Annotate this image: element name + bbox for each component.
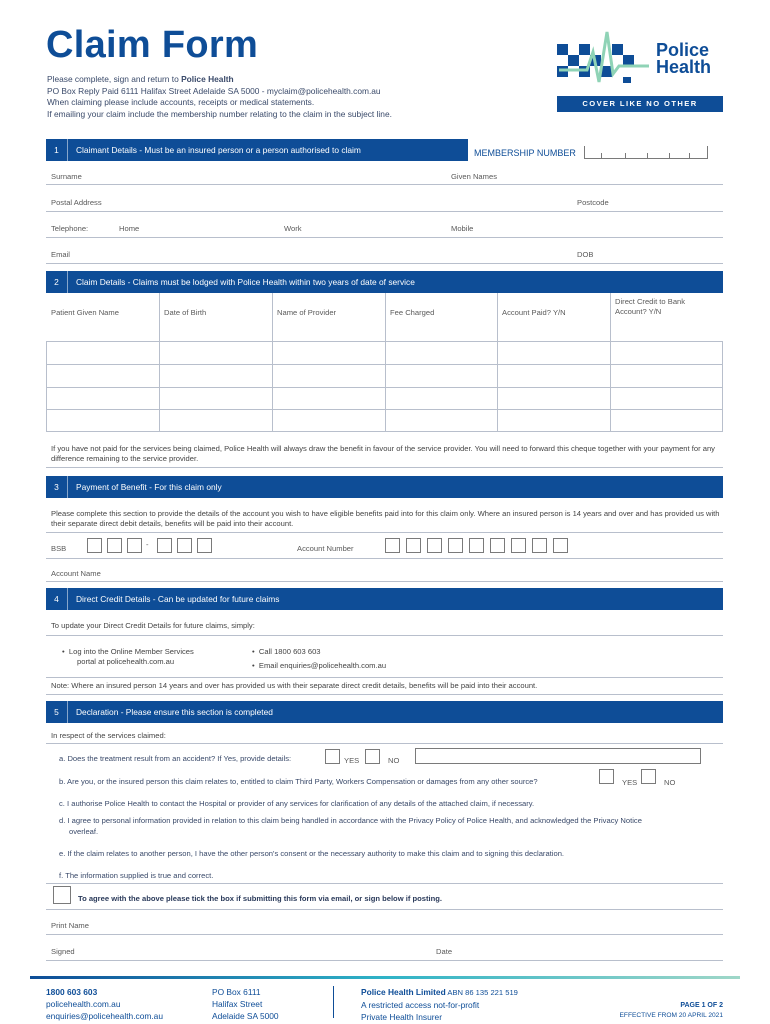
home-label: Home: [119, 224, 140, 233]
account-digit-box[interactable]: [448, 538, 463, 553]
account-digit-box[interactable]: [511, 538, 526, 553]
divider: [46, 909, 723, 910]
page-number: PAGE 1 OF 2: [680, 1002, 723, 1009]
membership-number-field[interactable]: [584, 146, 708, 159]
intro-line1-bold: Police Health: [181, 74, 234, 84]
signature-line[interactable]: [46, 960, 723, 961]
accident-no-checkbox[interactable]: [365, 749, 380, 764]
section3-number: 3: [46, 476, 68, 498]
effective-date: EFFECTIVE FROM 20 APRIL 2021: [619, 1012, 723, 1019]
divider: [46, 677, 723, 678]
table-col-divider: [722, 341, 723, 431]
account-digit-box[interactable]: [553, 538, 568, 553]
surname-label: Surname: [51, 172, 82, 181]
table-col-divider: [385, 293, 386, 431]
bullet3-text: Email enquiries@policehealth.com.au: [258, 661, 387, 670]
section2-note: If you have not paid for the services being claimed, Police Health will always draw the benefit in favour of the service provider. You will need to forward this cheque together with your payment for any difference remaining to the service provider.: [51, 444, 715, 464]
section2-number: 2: [46, 271, 68, 293]
section4-number: 4: [46, 588, 68, 610]
section1-number: 1: [46, 139, 68, 161]
table-col-divider: [497, 293, 498, 431]
divider: [46, 743, 723, 744]
account-digit-box[interactable]: [385, 538, 400, 553]
claim-table: [46, 293, 723, 431]
account-name-label: Account Name: [51, 569, 101, 578]
footer-web[interactable]: policehealth.com.au: [46, 999, 121, 1009]
section3-text: Please complete this section to provide the details of the account you wish to have eligible benefits paid into for this claim only. Where an insured person is 14 years and over and has provided us with their separate direct debit details, benefits will be paid into their account.: [51, 509, 720, 529]
bullet1-line1: Log into the Online Member Services: [68, 647, 194, 656]
section4-intro: To update your Direct Credit Details for future claims, simply:: [51, 621, 255, 630]
print-name-label: Print Name: [51, 921, 89, 930]
bsb-digit-box[interactable]: [107, 538, 122, 553]
col-direct-credit: Direct Credit to Bank Account? Y/N: [615, 297, 686, 316]
account-number-label: Account Number: [297, 544, 354, 553]
third-party-yes-label: YES: [622, 778, 638, 787]
section2-title: Claim Details - Claims must be lodged with Police Health within two years of date of service: [76, 277, 415, 287]
bsb-digit-box[interactable]: [127, 538, 142, 553]
bullet-online-services: • Log into the Online Member Services portal at policehealth.com.au: [62, 647, 194, 667]
divider: [46, 467, 723, 468]
intro-line4: If emailing your claim include the membership number relating to the claim in the subject line.: [47, 108, 392, 119]
bsb-digit-box[interactable]: [197, 538, 212, 553]
account-digit-box[interactable]: [469, 538, 484, 553]
accident-yes-label: YES: [344, 756, 360, 765]
col-name-of-provider: Name of Provider: [277, 308, 337, 317]
membership-label: MEMBERSHIP NUMBER: [474, 148, 576, 158]
accident-details-input[interactable]: [415, 748, 701, 764]
bullet2-text: Call 1800 603 603: [258, 647, 321, 656]
telephone-line[interactable]: [46, 237, 723, 238]
bullet1-line2: portal at policehealth.com.au: [77, 657, 175, 667]
footer-gradient-bar: [30, 976, 740, 979]
section4-header: [46, 588, 723, 610]
email-label: Email: [51, 250, 70, 259]
section5-intro: In respect of the services claimed:: [51, 731, 166, 740]
bsb-label: BSB: [51, 544, 67, 553]
section3-title: Payment of Benefit - For this claim only: [76, 482, 222, 492]
tagline: COVER LIKE NO OTHER: [557, 96, 723, 112]
bsb-dash: -: [146, 540, 149, 549]
bsb-digit-box[interactable]: [157, 538, 172, 553]
table-row-divider: [46, 431, 723, 432]
agree-text: To agree with the above please tick the box if submitting this form via email, or sign below if posting.: [78, 894, 442, 903]
footer-co2: A restricted access not-for-profit: [361, 1000, 480, 1010]
work-label: Work: [284, 224, 302, 233]
intro-line1: Please complete, sign and return to: [47, 74, 182, 84]
divider: [46, 694, 723, 695]
col-patient-given-name: Patient Given Name: [51, 308, 119, 317]
account-digit-box[interactable]: [490, 538, 505, 553]
account-digit-box[interactable]: [406, 538, 421, 553]
decl-f: f. The information supplied is true and correct.: [59, 871, 214, 880]
footer-contact: [46, 986, 163, 1022]
section1-header: [46, 139, 468, 161]
footer-company-name: Police Health Limited: [361, 987, 446, 997]
accident-no-label: NO: [388, 756, 400, 765]
accident-yes-checkbox[interactable]: [325, 749, 340, 764]
mobile-label: Mobile: [451, 224, 474, 233]
footer-co3: Private Health Insurer: [361, 1012, 442, 1022]
divider: [46, 883, 723, 884]
account-name-line[interactable]: [46, 581, 723, 582]
table-col-divider: [159, 293, 160, 431]
telephone-label: Telephone:: [51, 224, 89, 233]
col-date-of-birth: Date of Birth: [164, 308, 207, 317]
agree-checkbox[interactable]: [53, 886, 71, 904]
third-party-no-label: NO: [664, 778, 676, 787]
footer-po3: Adelaide SA 5000: [212, 1011, 279, 1021]
table-col-divider: [610, 293, 611, 431]
bullet-email: • Email enquiries@policehealth.com.au: [252, 661, 387, 670]
given-names-label: Given Names: [451, 172, 498, 181]
decl-c: c. I authorise Police Health to contact the Hospital or provider of any services for clarification of any details of the attached claim, if necessary.: [59, 799, 535, 808]
footer-divider: [333, 986, 334, 1018]
col-fee-charged: Fee Charged: [390, 308, 435, 317]
table-col-divider: [46, 341, 47, 431]
footer-abn: ABN 86 135 221 519: [445, 988, 518, 997]
bsb-digit-box[interactable]: [177, 538, 192, 553]
date-label: Date: [436, 947, 453, 956]
section5-title: Declaration - Please ensure this section is completed: [76, 707, 273, 717]
third-party-yes-checkbox[interactable]: [599, 769, 614, 784]
third-party-no-checkbox[interactable]: [641, 769, 656, 784]
signed-label: Signed: [51, 947, 75, 956]
logo-line1: Police: [656, 40, 710, 60]
bullet-call: • Call 1800 603 603: [252, 647, 321, 656]
footer-po2: Halifax Street: [212, 999, 263, 1009]
decl-d-line1: d. I agree to personal information provided in relation to this claim being handled in accordance with the Privacy Policy of Police Health, and acknowledged the Privacy Notice: [59, 816, 642, 825]
section5-header: [46, 701, 723, 723]
intro-text: [47, 74, 392, 120]
section5-number: 5: [46, 701, 68, 723]
decl-b: b. Are you, or the insured person this claim relates to, entitled to claim Third Party, Workers Compensation or damages from any other source?: [59, 777, 538, 786]
section4-note: Note: Where an insured person 14 years and over has provided us with their separate direct credit details, benefits will be paid into their account.: [51, 681, 538, 690]
footer-address: [212, 986, 279, 1022]
intro-line3: When claiming please include accounts, receipts or medical statements.: [47, 97, 315, 108]
intro-line2: PO Box Reply Paid 6111 Halifax Street Adelaide SA 5000 - myclaim@policehealth.com.au: [47, 85, 381, 96]
logo-line2: Health: [656, 57, 712, 77]
decl-e: e. If the claim relates to another person, I have the other person's consent or the necessary authority to make this claim and to signing this declaration.: [59, 849, 565, 858]
surname-line[interactable]: [46, 184, 723, 185]
dob-label: DOB: [577, 250, 594, 259]
divider: [46, 532, 723, 533]
account-digit-box[interactable]: [427, 538, 442, 553]
print-name-line[interactable]: [46, 934, 723, 935]
col-account-paid: Account Paid? Y/N: [502, 308, 566, 317]
section3-header: [46, 476, 723, 498]
section1-title: Claimant Details - Must be an insured person or a person authorised to claim: [76, 145, 361, 155]
decl-d-line2: overleaf.: [69, 827, 99, 836]
decl-a: a. Does the treatment result from an accident? If Yes, provide details:: [59, 754, 292, 763]
table-col-divider: [272, 293, 273, 431]
footer-po1: PO Box 6111: [212, 987, 261, 997]
section4-title: Direct Credit Details - Can be updated for future claims: [76, 594, 280, 604]
page-title: Claim Form: [46, 24, 259, 66]
email-line[interactable]: [46, 263, 723, 264]
postcode-label: Postcode: [577, 198, 609, 207]
footer-company: [361, 986, 518, 1023]
logo-wordmark: [656, 42, 711, 76]
postal-address-label: Postal Address: [51, 198, 102, 207]
bsb-digit-box[interactable]: [87, 538, 102, 553]
address-line[interactable]: [46, 211, 723, 212]
section2-header: [46, 271, 723, 293]
divider: [46, 635, 723, 636]
footer-phone: 1800 603 603: [46, 987, 98, 997]
footer-email[interactable]: enquiries@policehealth.com.au: [46, 1011, 163, 1021]
account-digit-box[interactable]: [532, 538, 547, 553]
divider: [46, 558, 723, 559]
